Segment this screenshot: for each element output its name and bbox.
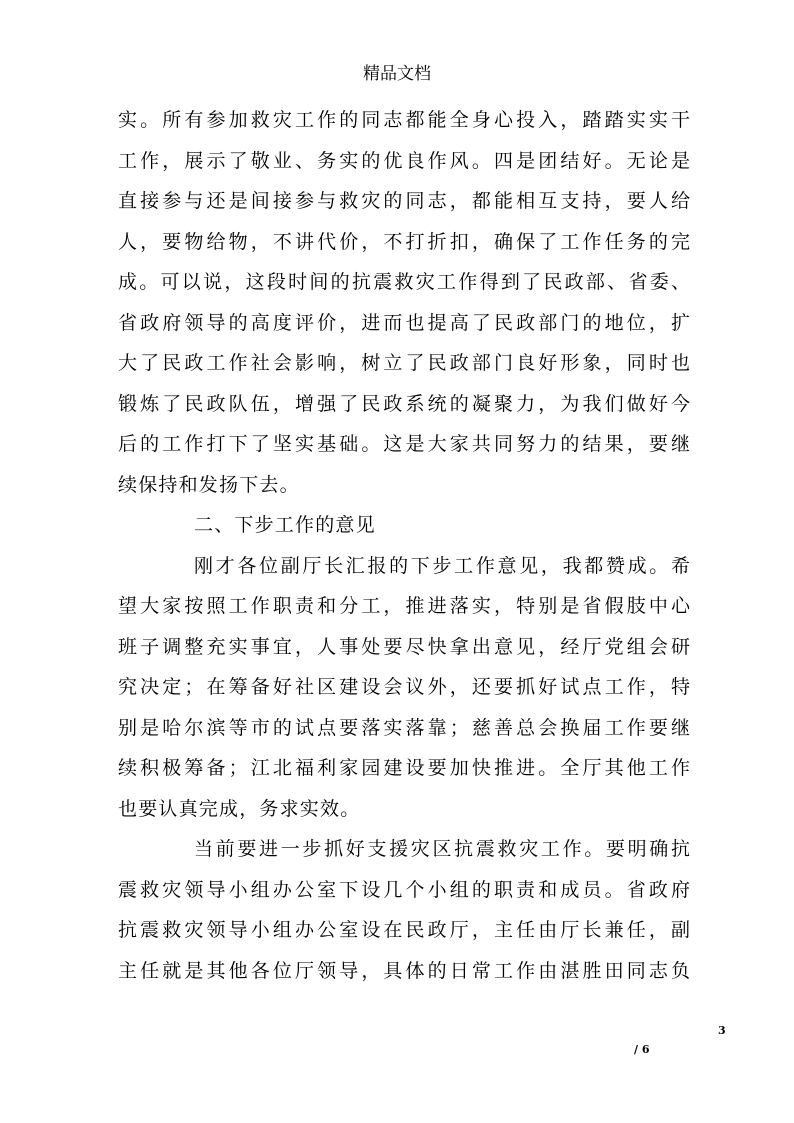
document-body xyxy=(118,100,690,991)
text-line: 当前要进一步抓好支援灾区抗震救灾工作。要明确抗 xyxy=(194,838,690,860)
text-line: 大了民政工作社会影响，树立了民政部门良好形象，同时也 xyxy=(118,352,690,374)
text-line: 续保持和发扬下去。 xyxy=(118,473,300,496)
text-line: 后的工作打下了坚实基础。这是大家共同努力的结果，要继 xyxy=(118,433,690,455)
page-number: 3 xyxy=(718,1024,726,1037)
section-heading: 二、下步工作的意见 xyxy=(194,514,376,536)
text-line: 究决定；在筹备好社区建设会议外，还要抓好试点工作，特 xyxy=(118,676,690,698)
text-line: 也要认真完成，务求实效。 xyxy=(118,797,361,820)
text-line: 刚才各位副厅长汇报的下步工作意见，我都赞成。希 xyxy=(194,554,690,577)
text-line: 班子调整充实事宜，人事处要尽快拿出意见，经厅党组会研 xyxy=(118,635,690,658)
text-line: 别是哈尔滨等市的试点要落实落靠；慈善总会换届工作要继 xyxy=(118,716,690,739)
text-line: 锻炼了民政队伍，增强了民政系统的凝聚力，为我们做好今 xyxy=(118,392,690,415)
text-line: 望大家按照工作职责和分工，推进落实，特别是省假肢中心 xyxy=(118,595,690,617)
page-total: / 6 xyxy=(634,1043,650,1056)
text-line: 续积极筹备；江北福利家园建设要加快推进。全厅其他工作 xyxy=(118,757,690,779)
text-line: 直接参与还是间接参与救灾的同志，都能相互支持，要人给 xyxy=(118,190,690,212)
text-line: 成。可以说，这段时间的抗震救灾工作得到了民政部、省委、 xyxy=(118,271,690,293)
text-line: 省政府领导的高度评价，进而也提高了民政部门的地位，扩 xyxy=(118,311,690,334)
text-line: 抗震救灾领导小组办公室设在民政厅，主任由厅长兼任，副 xyxy=(118,919,690,941)
text-line: 震救灾领导小组办公室下设几个小组的职责和成员。省政府 xyxy=(118,878,690,901)
text-line: 实。所有参加救灾工作的同志都能全身心投入，踏踏实实干 xyxy=(118,109,690,131)
text-line: 主任就是其他各位厅领导，具体的日常工作由湛胜田同志负 xyxy=(118,959,690,982)
page-header-title: 精品文档 xyxy=(363,64,431,84)
text-line: 人，要物给物，不讲代价，不打折扣，确保了工作任务的完 xyxy=(118,230,690,253)
text-line: 工作，展示了敬业、务实的优良作风。四是团结好。无论是 xyxy=(118,149,690,172)
